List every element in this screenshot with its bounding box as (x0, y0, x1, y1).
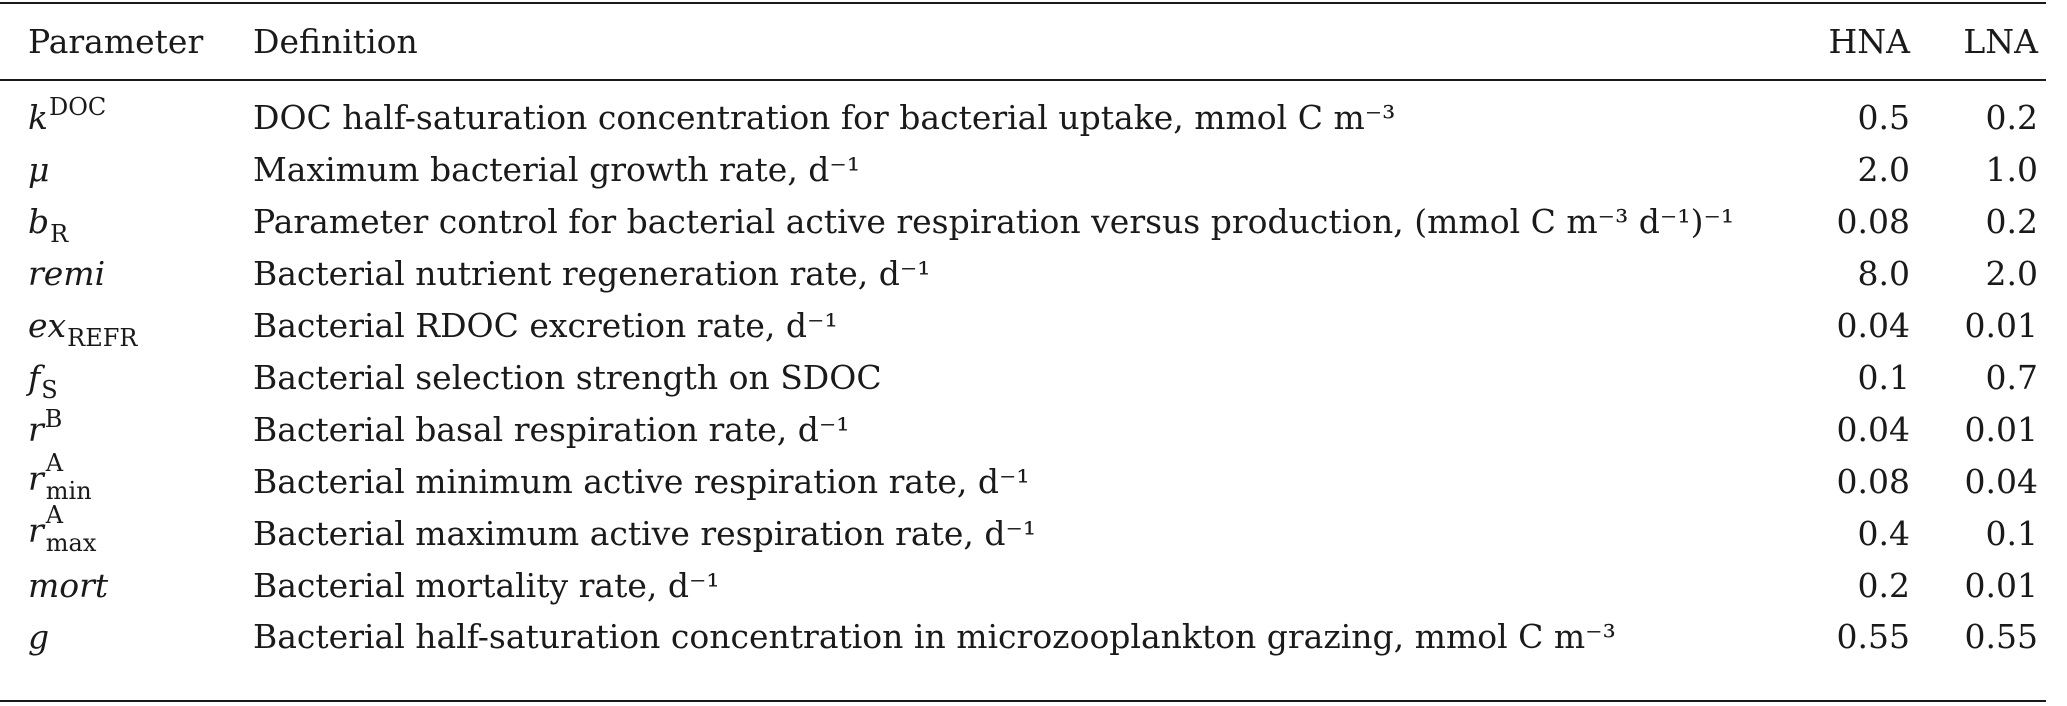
parameter-definition: Bacterial nutrient regeneration rate, d⁻¹ (253, 253, 931, 293)
header-hna: HNA (1828, 22, 1910, 61)
symbol-superscript: A (45, 449, 64, 477)
symbol-base: g (28, 616, 50, 656)
symbol-base: mort (28, 565, 109, 605)
hna-value: 0.1 (1857, 357, 1910, 397)
table-row (0, 79, 2046, 143)
table-row (0, 559, 2046, 611)
table-row (0, 403, 2046, 455)
parameter-definition: Bacterial RDOC excretion rate, d⁻¹ (253, 305, 838, 345)
hna-value: 8.0 (1857, 253, 1910, 293)
header-definition: Definition (253, 22, 418, 61)
parameter-definition: Bacterial half-saturation concentration in microzooplankton grazing, mmol C m⁻³ (253, 616, 1616, 656)
lna-value: 0.7 (1985, 357, 2038, 397)
table-row (0, 299, 2046, 351)
table-row (0, 507, 2046, 559)
hna-value: 0.08 (1836, 461, 1910, 501)
parameter-definition: Maximum bacterial growth rate, d⁻¹ (253, 149, 861, 189)
parameter-symbol (0, 501, 253, 559)
lna-value: 0.1 (1985, 513, 2038, 553)
symbol-subscript: REFR (67, 323, 138, 352)
parameter-symbol (0, 195, 253, 247)
symbol-subscript: min (45, 477, 92, 505)
symbol-base: b (28, 201, 50, 241)
lna-value: 2.0 (1985, 253, 2038, 293)
parameter-definition: Parameter control for bacterial active respiration versus production, (mmol C m⁻³ d⁻¹)⁻¹ (253, 201, 1735, 241)
table-row (0, 247, 2046, 299)
symbol-subscript: max (45, 529, 97, 557)
lna-value: 1.0 (1985, 149, 2038, 189)
parameter-symbol (0, 403, 253, 455)
parameter-table (0, 4, 2046, 661)
symbol-superscript: A (45, 501, 64, 529)
table-row (0, 195, 2046, 247)
table-row (0, 351, 2046, 403)
symbol-base: μ (28, 149, 50, 189)
header-parameter: Parameter (28, 22, 204, 61)
parameter-symbol (0, 449, 253, 507)
parameter-symbol (0, 247, 253, 299)
symbol-base: r (28, 459, 44, 498)
parameter-symbol (0, 611, 253, 661)
hna-value: 0.04 (1836, 409, 1910, 449)
lna-value: 0.01 (1964, 305, 2038, 345)
lna-value: 0.01 (1964, 409, 2038, 449)
symbol-base: r (28, 511, 44, 550)
lna-value: 0.04 (1964, 461, 2038, 501)
parameter-definition: Bacterial maximum active respiration rate, d⁻¹ (253, 513, 1037, 553)
parameter-definition: DOC half-saturation concentration for bacterial uptake, mmol C m⁻³ (253, 97, 1396, 137)
table-row (0, 611, 2046, 661)
symbol-base: remi (28, 253, 106, 293)
lna-value: 0.2 (1985, 97, 2038, 137)
symbol-base: k (28, 97, 48, 137)
hna-value: 0.4 (1857, 513, 1910, 553)
hna-value: 0.55 (1836, 616, 1910, 656)
symbol-base: r (28, 409, 44, 449)
symbol-superscript: DOC (49, 92, 107, 121)
symbol-subscript: R (50, 219, 69, 248)
hna-value: 2.0 (1857, 149, 1910, 189)
symbol-subscript: S (41, 375, 58, 404)
parameter-definition: Bacterial selection strength on SDOC (253, 357, 882, 397)
hna-value: 0.04 (1836, 305, 1910, 345)
lna-value: 0.2 (1985, 201, 2038, 241)
hna-value: 0.5 (1857, 97, 1910, 137)
parameter-definition: Bacterial mortality rate, d⁻¹ (253, 565, 720, 605)
hna-value: 0.08 (1836, 201, 1910, 241)
table-header-row (0, 4, 2046, 79)
lna-value: 0.55 (1964, 616, 2038, 656)
symbol-base: ex (28, 305, 67, 345)
table-row (0, 455, 2046, 507)
parameter-definition: Bacterial basal respiration rate, d⁻¹ (253, 409, 850, 449)
table-row (0, 143, 2046, 195)
header-lna: LNA (1963, 22, 2038, 61)
parameter-symbol (0, 299, 253, 351)
parameter-symbol (0, 559, 253, 611)
parameter-symbol (0, 143, 253, 195)
symbol-base: f (28, 357, 41, 397)
hna-value: 0.2 (1857, 565, 1910, 605)
parameter-symbol (0, 79, 253, 143)
symbol-superscript: B (44, 404, 63, 433)
lna-value: 0.01 (1964, 565, 2038, 605)
bottom-rule (0, 700, 2046, 702)
parameter-symbol (0, 351, 253, 403)
parameter-definition: Bacterial minimum active respiration rate, d⁻¹ (253, 461, 1030, 501)
